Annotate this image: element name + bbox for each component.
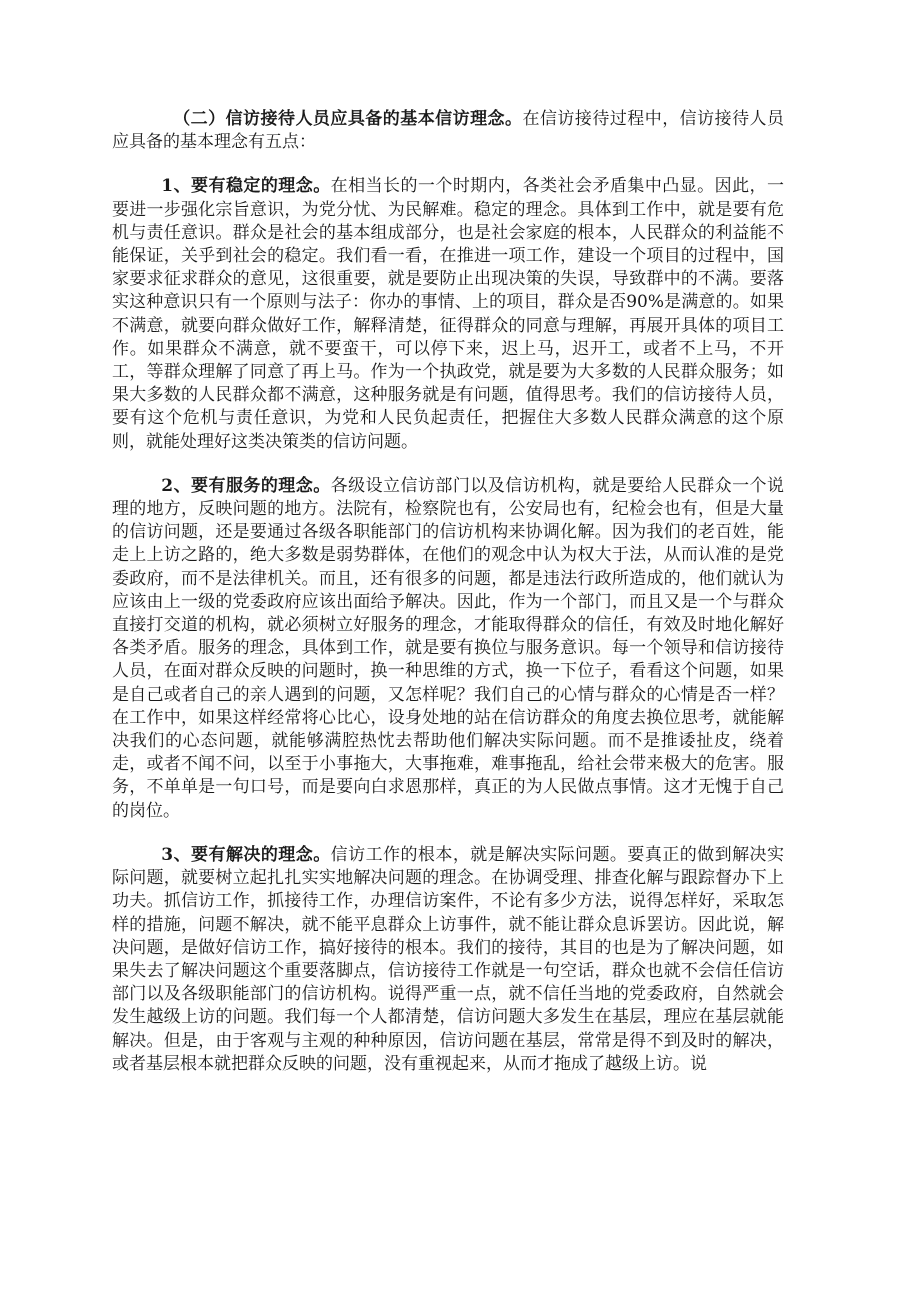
paragraph-stability	[112, 175, 784, 453]
paragraph-intro	[112, 108, 784, 154]
paragraph-body: 信访工作的根本，就是解决实际问题。要真正的做到解决实际问题，就要树立起扎扎实实地解决问题的理念。在协调受理、排查化解与跟踪督办下上功夫。抓信访工作，抓接待工作，办理信访案件，不论有多少方法，说得怎样好，采取怎样的措施，问题不解决，就不能平息群众上访事件，就不能让群众息诉罢访。因此说，解决问题，是做好信访工作，搞好接待的根本。我们的接待，其目的也是为了解决问题，如果失去了解决问题这个重要落脚点，信访接待工作就是一句空话，群众也就不会信任信访部门以及各级职能部门的信访机构。说得严重一点，就不信任当地的党委政府，自然就会发生越级上访的问题。我们每一个人都清楚，信访问题大多发生在基层，理应在基层就能解决。但是，由于客观与主观的种种原因，信访问题在基层，常常是得不到及时的解决，或者基层根本就把群众反映的问题，没有重视起来，从而才拖成了越级上访。说	[112, 844, 784, 1074]
paragraph-solution	[112, 844, 784, 1076]
paragraph-body: 在相当长的一个时期内，各类社会矛盾集中凸显。因此，一要进一步强化宗旨意识，为党分忧、为民解难。稳定的理念。具体到工作中，就是要有危机与责任意识。群众是社会的基本组成部分，也是社会家庭的根本，人民群众的利益能不能保证，关乎到社会的稳定。我们看一看，在推进一项工作，建设一个项目的过程中，国家要求征求群众的意见，这很重要，就是要防止出现决策的失误，导致群中的不满。要落实这种意识只有一个原则与法子：你办的事情、上的项目，群众是否90%是满意的。如果不满意，就要向群众做好工作，解释清楚，征得群众的同意与理解，再展开具体的项目工作。如果群众不满意，就不要蛮干，可以停下来，迟上马，迟开工，或者不上马，不开工，等群众理解了同意了再上马。作为一个执政党，就是要为大多数的人民群众服务；如果大多数的人民群众都不满意，这种服务就是有问题，值得思考。我们的信访接待人员，要有这个危机与责任意识，为党和人民负起责任，把握住大多数人民群众满意的这个原则，就能处理好这类决策类的信访问题。	[112, 176, 784, 452]
paragraph-heading: 2、要有服务的理念。	[161, 475, 331, 496]
paragraph-heading: 3、要有解决的理念。	[161, 844, 331, 865]
document-page	[112, 108, 784, 1097]
paragraph-body: 在信访接待过程中，信访接待人员应具备的基本理念有五点：	[112, 109, 785, 153]
paragraph-heading: （二）信访接待人员应具备的基本信访理念。	[173, 109, 523, 129]
paragraph-heading: 1、要有稳定的理念。	[161, 176, 331, 197]
paragraph-service	[112, 475, 784, 823]
paragraph-body: 各级设立信访部门以及信访机构，就是要给人民群众一个说理的地方，反映问题的地方。法院有，检察院也有，公安局也有，纪检会也有，但是大量的信访问题，还是要通过各级各职能部门的信访机构来协调化解。因为我们的老百姓，能走上上访之路的，绝大多数是弱势群体，在他们的观念中认为权大于法，从而认准的是党委政府，而不是法律机关。而且，还有很多的问题，都是违法行政所造成的，他们就认为应该由上一级的党委政府应该出面给予解决。因此，作为一个部门，而且又是一个与群众直接打交道的机构，就必须树立好服务的理念，才能取得群众的信任，有效及时地化解好各类矛盾。服务的理念，具体到工作，就是要有换位与服务意识。每一个领导和信访接待人员，在面对群众反映的问题时，换一种思维的方式，换一下位子，看看这个问题，如果是自己或者自己的亲人遇到的问题，又怎样呢？我们自己的心情与群众的心情是否一样？在工作中，如果这样经常将心比心，设身处地的站在信访群众的角度去换位思考，就能解决我们的心态问题，就能够满腔热忱去帮助他们解决实际问题。而不是推诿扯皮，绕着走，或者不闻不问，以至于小事拖大，大事拖难，难事拖乱，给社会带来极大的危害。服务，不单单是一句口号，而是要向白求恩那样，真正的为人民做点事情。这才无愧于自己的岗位。	[112, 475, 784, 821]
